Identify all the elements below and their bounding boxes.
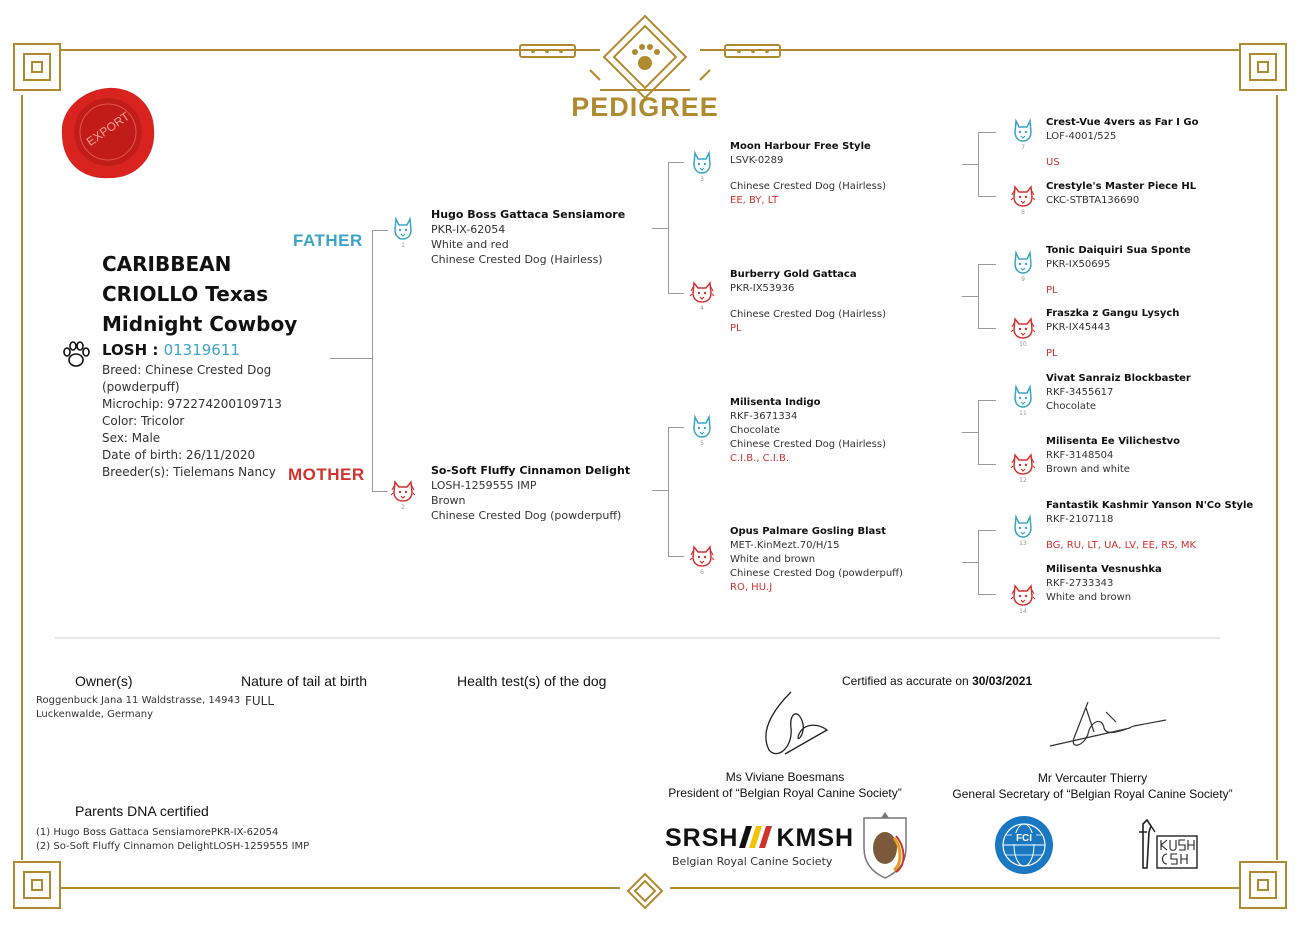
ancestor-reg: CKC-STBTA136690 — [1046, 195, 1140, 206]
ancestor-number: 3 — [700, 176, 704, 183]
ancestor-reg: LOSH-1259555 IMP — [431, 479, 537, 492]
dna-details — [36, 826, 309, 854]
dog-details — [102, 362, 302, 481]
great-grandparent-entry — [1046, 116, 1198, 170]
grandparent-entry — [730, 525, 903, 595]
ancestor-number: 14 — [1019, 608, 1027, 615]
male-dog-icon — [689, 150, 715, 183]
owner-details — [36, 694, 240, 722]
ancestor-number: 8 — [1021, 209, 1025, 216]
ancestor-reg: RKF-3455617 — [1046, 387, 1114, 398]
male-dog-icon — [1010, 250, 1036, 283]
ancestor-reg: PKR-IX-62054 — [431, 223, 506, 236]
tree-line — [978, 132, 996, 133]
father-entry — [431, 207, 625, 267]
ancestor-color: White and brown — [730, 554, 816, 565]
great-grandparent-entry — [1046, 499, 1253, 553]
ancestor-titles: PL — [1046, 285, 1058, 296]
signatory-2 — [940, 770, 1245, 802]
ancestor-titles: EE, BY, LT — [730, 195, 779, 206]
tree-line — [330, 358, 372, 359]
signatory-1-name: Ms Viviane Boesmans — [725, 770, 845, 784]
losh-line — [102, 341, 240, 359]
tree-line — [978, 132, 979, 197]
female-dog-icon — [1010, 315, 1036, 348]
tree-line — [962, 164, 978, 165]
health-heading: Health test(s) of the dog — [457, 673, 607, 689]
tree-line — [372, 230, 388, 231]
signatory-1-title: President of “Belgian Royal Canine Society” — [668, 786, 902, 800]
ancestor-reg: LOF-4001/525 — [1046, 131, 1117, 142]
dna-heading: Parents DNA certified — [75, 803, 209, 819]
dog-name-line-3: Midnight Cowboy — [102, 312, 298, 336]
signatory-1 — [640, 769, 930, 801]
grandparent-entry — [730, 396, 886, 466]
male-dog-icon — [689, 414, 715, 447]
ancestor-titles: US — [1046, 157, 1060, 168]
ancestor-color — [1046, 527, 1253, 539]
ancestor-reg: LSVK-0289 — [730, 155, 784, 166]
tree-line — [668, 162, 684, 163]
ancestor-name: Moon Harbour Free Style — [730, 141, 871, 152]
ancestor-name: Fraszka z Gangu Lysych — [1046, 308, 1180, 319]
seal-text: EXPORT — [83, 109, 133, 149]
tree-line — [978, 264, 979, 329]
stripes-icon — [739, 826, 775, 848]
male-dog-icon — [1010, 384, 1036, 417]
tree-line — [978, 594, 996, 595]
breed-line-1: Breed: Chinese Crested Dog — [102, 363, 272, 377]
fci-globe-icon — [994, 815, 1054, 875]
kmsh-text: KMSH — [776, 824, 855, 852]
tree-line — [652, 490, 668, 491]
tree-line — [962, 432, 978, 433]
tree-line — [978, 328, 996, 329]
owner-line-2: Luckenwalde, Germany — [36, 709, 154, 720]
tree-line — [668, 556, 684, 557]
ancestor-color — [730, 296, 886, 308]
ancestor-number: 7 — [1021, 144, 1025, 151]
great-grandparent-entry — [1046, 372, 1191, 414]
ancestor-number: 11 — [1019, 410, 1027, 417]
owner-heading: Owner(s) — [75, 673, 133, 689]
ancestor-color: Brown — [431, 494, 466, 507]
ancestor-breed: Chinese Crested Dog (Hairless) — [730, 309, 887, 320]
fci-text: FCI — [1012, 833, 1036, 844]
ancestor-color — [730, 168, 886, 180]
grandparent-entry — [730, 268, 886, 336]
ancestor-number: 9 — [1021, 276, 1025, 283]
tree-line — [978, 464, 996, 465]
society-emblem-icon — [858, 808, 912, 880]
female-dog-icon — [689, 543, 715, 576]
certified-label: Certified as accurate on — [842, 674, 973, 688]
breeder: Breeder(s): Tielemans Nancy — [102, 465, 276, 479]
ancestor-color — [1046, 272, 1191, 284]
certified-date: 30/03/2021 — [972, 674, 1033, 688]
tree-line — [978, 196, 996, 197]
ancestor-reg: RKF-3148504 — [1046, 450, 1114, 461]
ancestor-color — [1046, 144, 1198, 156]
tree-line — [978, 530, 996, 531]
owner-line-1: Roggenbuck Jana 11 Waldstrasse, 14943 — [36, 695, 241, 706]
srsh-subtitle: Belgian Royal Canine Society — [672, 855, 833, 868]
female-dog-icon — [1010, 451, 1036, 484]
ancestor-name: Vivat Sanraiz Blockbaster — [1046, 373, 1191, 384]
mother-label: MOTHER — [288, 465, 365, 484]
ancestor-number: 4 — [700, 305, 704, 312]
tree-line — [652, 228, 668, 229]
ancestor-number: 13 — [1019, 540, 1027, 547]
ancestor-number: 1 — [401, 242, 405, 249]
tree-line — [372, 230, 373, 492]
losh-number: 01319611 — [163, 341, 240, 359]
kush-logo-icon — [1135, 818, 1201, 874]
tree-line — [978, 530, 979, 595]
great-grandparent-entry — [1046, 435, 1180, 477]
signature-1 — [755, 688, 835, 760]
dog-color: Color: Tricolor — [102, 414, 185, 428]
tail-value: FULL — [245, 694, 275, 708]
ancestor-breed: Chinese Crested Dog (powderpuff) — [431, 509, 622, 522]
ancestor-name: Hugo Boss Gattaca Sensiamore — [431, 208, 626, 221]
tree-line — [372, 491, 388, 492]
dna-line-2: (2) So-Soft Fluffy Cinnamon DelightLOSH-1259555 IMP — [36, 841, 310, 852]
page-title: PEDIGREE — [571, 92, 719, 122]
ancestor-titles: BG, RU, LT, UA, LV, EE, RS, MK — [1046, 540, 1197, 551]
ancestor-breed: Chinese Crested Dog (Hairless) — [431, 253, 603, 266]
ancestor-reg: RKF-2107118 — [1046, 514, 1114, 525]
great-grandparent-entry — [1046, 563, 1162, 605]
ancestor-number: 6 — [700, 569, 704, 576]
ancestor-titles: PL — [1046, 348, 1058, 359]
tree-line — [668, 162, 669, 294]
ancestor-reg: PKR-IX53936 — [730, 283, 795, 294]
ancestor-number: 5 — [700, 440, 704, 447]
microchip: Microchip: 972274200109713 — [102, 397, 282, 411]
great-grandparent-entry — [1046, 307, 1179, 361]
tree-line — [668, 427, 684, 428]
male-dog-icon — [1010, 118, 1036, 151]
dna-line-1: (1) Hugo Boss Gattaca SensiamorePKR-IX-62054 — [36, 827, 279, 838]
ancestor-name: Milisenta Ee Vilichestvo — [1046, 436, 1180, 447]
certified-line — [842, 674, 1032, 688]
dog-sex: Sex: Male — [102, 431, 161, 445]
date-of-birth: Date of birth: 26/11/2020 — [102, 448, 256, 462]
female-dog-icon — [390, 478, 416, 511]
ancestor-color: White and red — [431, 238, 509, 251]
male-dog-icon — [1010, 514, 1036, 547]
grandparent-entry — [730, 140, 886, 208]
paw-icon — [61, 339, 91, 371]
ancestor-number: 2 — [401, 504, 405, 511]
ancestor-color: Chocolate — [1046, 401, 1097, 412]
srsh-text: SRSH — [665, 824, 739, 852]
ancestor-breed: Chinese Crested Dog (powderpuff) — [730, 568, 903, 579]
tree-line — [978, 264, 996, 265]
ancestor-number: 12 — [1019, 477, 1027, 484]
mother-entry — [431, 463, 630, 523]
tree-line — [962, 562, 978, 563]
ancestor-name: So-Soft Fluffy Cinnamon Delight — [431, 464, 631, 477]
ancestor-name: Fantastik Kashmir Yanson N'Co Style — [1046, 500, 1254, 511]
great-grandparent-entry — [1046, 180, 1196, 208]
export-seal — [58, 84, 158, 182]
ancestor-name: Opus Palmare Gosling Blast — [730, 526, 886, 537]
ancestor-breed: Chinese Crested Dog (Hairless) — [730, 181, 887, 192]
ancestor-reg: MET-.KinMezt.70/H/15 — [730, 540, 840, 551]
ancestor-name: Milisenta Indigo — [730, 397, 821, 408]
signature-2 — [1030, 698, 1170, 760]
ancestor-name: Milisenta Vesnushka — [1046, 564, 1162, 575]
tree-line — [668, 293, 684, 294]
srsh-kmsh-logo — [665, 824, 855, 868]
losh-label: LOSH : — [102, 341, 164, 359]
female-dog-icon — [689, 279, 715, 312]
father-label: FATHER — [293, 231, 363, 250]
ancestor-color: Chocolate — [730, 425, 781, 436]
ancestor-titles: C.I.B., C.I.B. — [730, 453, 790, 464]
ancestor-name: Tonic Daiquiri Sua Sponte — [1046, 245, 1191, 256]
tree-line — [978, 400, 979, 465]
dog-name — [102, 249, 297, 339]
breed-line-2: (powderpuff) — [102, 380, 180, 394]
dog-name-line-1: CARIBBEAN — [102, 252, 232, 276]
ancestor-reg: PKR-IX45443 — [1046, 322, 1111, 333]
great-grandparent-entry — [1046, 244, 1191, 298]
female-dog-icon — [1010, 183, 1036, 216]
ancestor-reg: RKF-2733343 — [1046, 578, 1114, 589]
ancestor-color: White and brown — [1046, 592, 1132, 603]
tail-heading: Nature of tail at birth — [241, 673, 368, 689]
ancestor-name: Burberry Gold Gattaca — [730, 269, 857, 280]
male-dog-icon — [390, 216, 416, 249]
signatory-2-title: General Secretary of “Belgian Royal Canine Society” — [952, 787, 1233, 801]
ancestor-reg: RKF-3671334 — [730, 411, 798, 422]
dog-name-line-2: CRIOLLO Texas — [102, 282, 269, 306]
ancestor-number: 10 — [1019, 341, 1027, 348]
ancestor-titles: RO, HU.J — [730, 582, 773, 593]
tree-line — [962, 296, 978, 297]
ancestor-color: Brown and white — [1046, 464, 1130, 475]
ancestor-name: Crestyle's Master Piece HL — [1046, 181, 1197, 192]
signatory-2-name: Mr Vercauter Thierry — [1037, 771, 1148, 785]
tree-line — [668, 427, 669, 557]
ancestor-breed: Chinese Crested Dog (Hairless) — [730, 439, 887, 450]
ancestor-reg: PKR-IX50695 — [1046, 259, 1111, 270]
tree-line — [978, 400, 996, 401]
ancestor-name: Crest-Vue 4vers as Far I Go — [1046, 117, 1199, 128]
ancestor-color — [1046, 335, 1179, 347]
ancestor-titles: PL — [730, 323, 742, 334]
female-dog-icon — [1010, 582, 1036, 615]
